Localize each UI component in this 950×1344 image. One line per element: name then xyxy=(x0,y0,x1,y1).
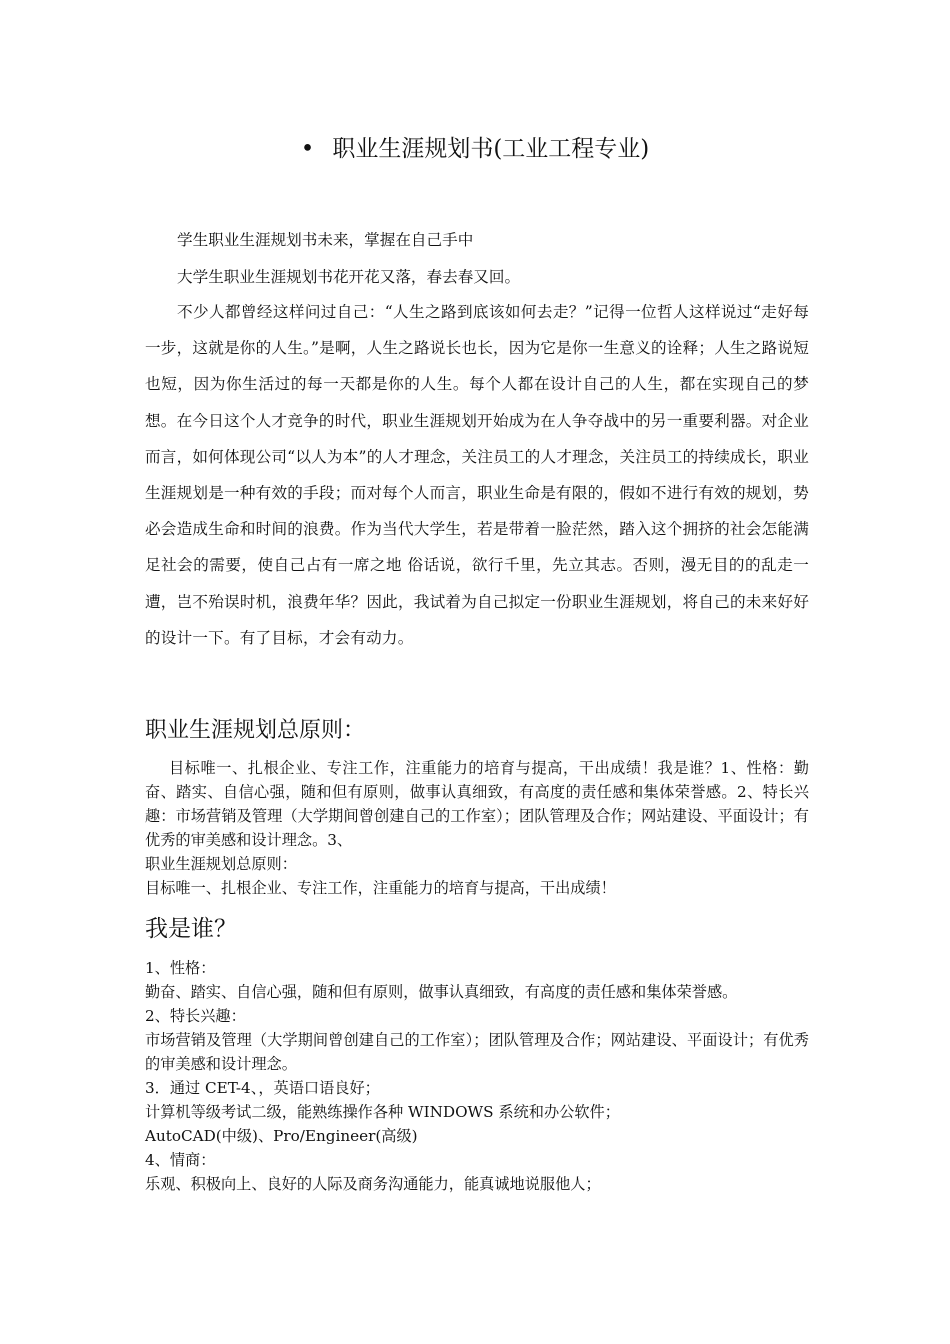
bullet-icon: • xyxy=(300,136,315,162)
who-am-i-block xyxy=(145,956,809,1196)
who-line: 1、性格： xyxy=(145,959,216,977)
who-line: 2、特长兴趣： xyxy=(145,1007,246,1025)
who-line: 计算机等级考试二级，能熟练操作各种 WINDOWS 系统和办公软件； xyxy=(145,1103,620,1121)
intro-line-2: 大学生职业生涯规划书花开花又落，春去春又回。 xyxy=(177,268,521,286)
principles-line-2: 目标唯一、扎根企业、专注工作，注重能力的培育与提高，干出成绩！ xyxy=(145,879,616,897)
who-line: 3．通过 CET-4、，英语口语良好； xyxy=(145,1079,380,1097)
who-line: 乐观、积极向上、良好的人际及商务沟通能力，能真诚地说服他人； xyxy=(145,1175,601,1193)
section-heading-who-am-i: 我是谁？ xyxy=(145,916,237,942)
title-text: 职业生涯规划书(工业工程专业) xyxy=(332,136,650,162)
section-heading-principles: 职业生涯规划总原则： xyxy=(145,718,366,743)
principles-summary: 目标唯一、扎根企业、专注工作，注重能力的培育与提高，干出成绩！我是谁？1、性格：勤奋、踏实、自信心强，随和但有原则，做事认真细致，有高度的责任感和集体荣誉感。2、特长兴趣：市场营销及管理（大学期间曾创建自己的工作室）；团队管理及合作；网站建设、平面设计；有优秀的审美感和设计理念。3、 xyxy=(145,759,809,849)
who-line: 勤奋、踏实、自信心强，随和但有原则，做事认真细致，有高度的责任感和集体荣誉感。 xyxy=(145,983,738,1001)
document-title xyxy=(0,132,950,166)
main-paragraph: 不少人都曾经这样问过自己：“人生之路到底该如何去走？”记得一位哲人这样说过“走好每一步，这就是你的人生。”是啊，人生之路说长也长，因为它是你一生意义的诠释；人生之路说短也短，因为你生活过的每一天都是你的人生。每个人都在设计自己的人生，都在实现自己的梦想。在今日这个人才竞争的时代，职业生涯规划开始成为在人争夺战中的另一重要利器。对企业而言，如何体现公司“以人为本”的人才理念，关注员工的人才理念，关注员工的持续成长，职业生涯规划是一种有效的手段；而对每个人而言，职业生命是有限的，假如不进行有效的规划，势必会造成生命和时间的浪费。作为当代大学生，若是带着一脸茫然，踏入这个拥挤的社会怎能满足社会的需要，使自己占有一席之地 俗话说，欲行千里，先立其志。否则，漫无目的的乱走一遭，岂不殆误时机，浪费年华？因此，我试着为自己拟定一份职业生涯规划，将自己的未来好好的设计一下。有了目标，才会有动力。 xyxy=(145,303,809,647)
who-line: 市场营销及管理（大学期间曾创建自己的工作室）；团队管理及合作；网站建设、平面设计；有优秀的审美感和设计理念。 xyxy=(145,1031,809,1073)
principles-block xyxy=(145,756,809,900)
who-line: 4、情商： xyxy=(145,1151,216,1169)
intro-line-1: 学生职业生涯规划书未来，掌握在自己手中 xyxy=(177,231,474,249)
principles-line-1: 职业生涯规划总原则： xyxy=(145,855,297,873)
who-line: AutoCAD(中级)、Pro/Engineer(高级) xyxy=(145,1127,418,1145)
